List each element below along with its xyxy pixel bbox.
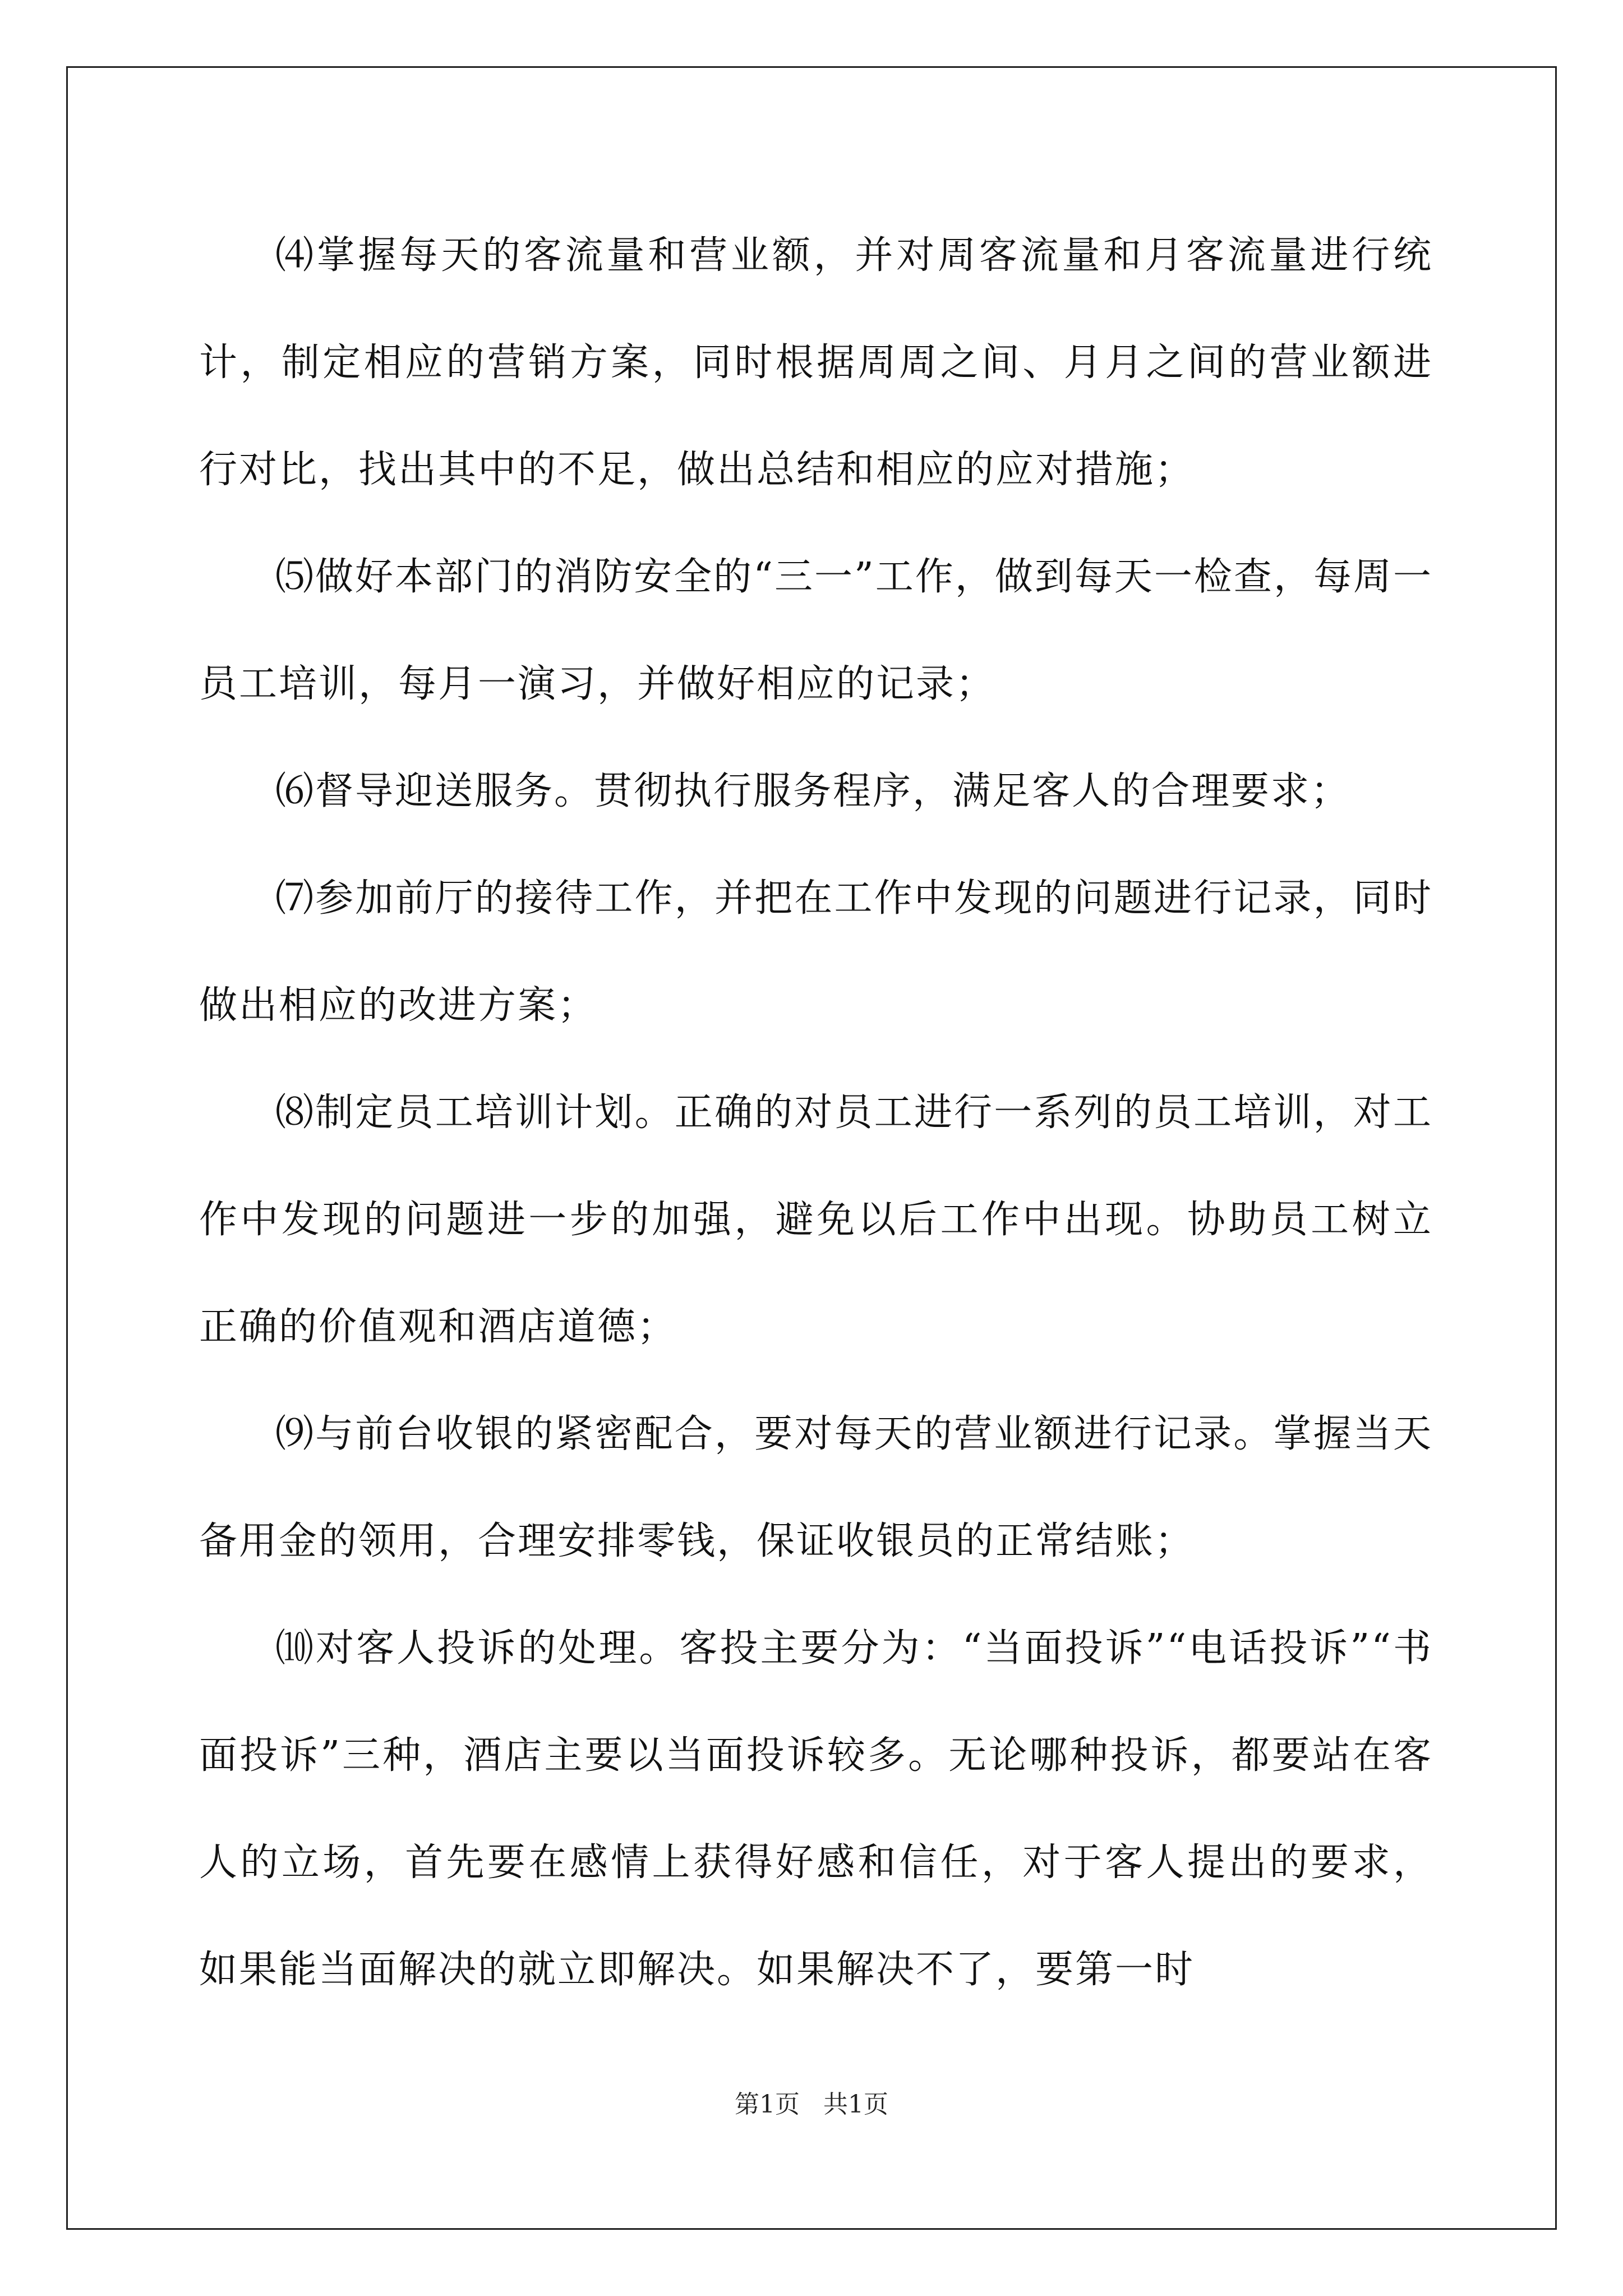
page-number-footer: 第1页 共1页: [735, 2090, 888, 2119]
paragraph-item-6: ⑹督导迎送服务。贯彻执行服务程序，满足客人的合理要求；: [275, 769, 1351, 813]
paragraph-item-8: ⑻制定员工培训计划。正确的对员工进行一系列的员工培训，对工作中发现的问题进一步的加强，避免以后工作中出现。协助员工树立正确的价值观和酒店道德；: [199, 1091, 1433, 1349]
paragraph-item-10: ⑽对客人投诉的处理。客投主要分为：“当面投诉”“电话投诉”“书面投诉”三种，酒店主要以当面投诉较多。无论哪种投诉，都要站在客人的立场，首先要在感情上获得好感和信任，对于客人提出的要求，如果能当面解决的就立即解决。如果解决不了，要第一时: [199, 1626, 1433, 1992]
paragraph-item-7: ⑺参加前厅的接待工作，并把在工作中发现的问题进行记录，同时做出相应的改进方案；: [199, 876, 1433, 1028]
paragraph-item-4: ⑷掌握每天的客流量和营业额，并对周客流量和月客流量进行统计，制定相应的营销方案，同时根据周周之间、月月之间的营业额进行对比，找出其中的不足，做出总结和相应的应对措施；: [199, 233, 1433, 492]
document-body: [199, 202, 1433, 2023]
paragraph-item-5: ⑸做好本部门的消防安全的“三一”工作，做到每天一检查，每周一员工培训，每月一演习，并做好相应的记录；: [199, 555, 1433, 706]
paragraph-item-9: ⑼与前台收银的紧密配合，要对每天的营业额进行记录。掌握当天备用金的领用，合理安排零钱，保证收银员的正常结账；: [199, 1412, 1433, 1563]
